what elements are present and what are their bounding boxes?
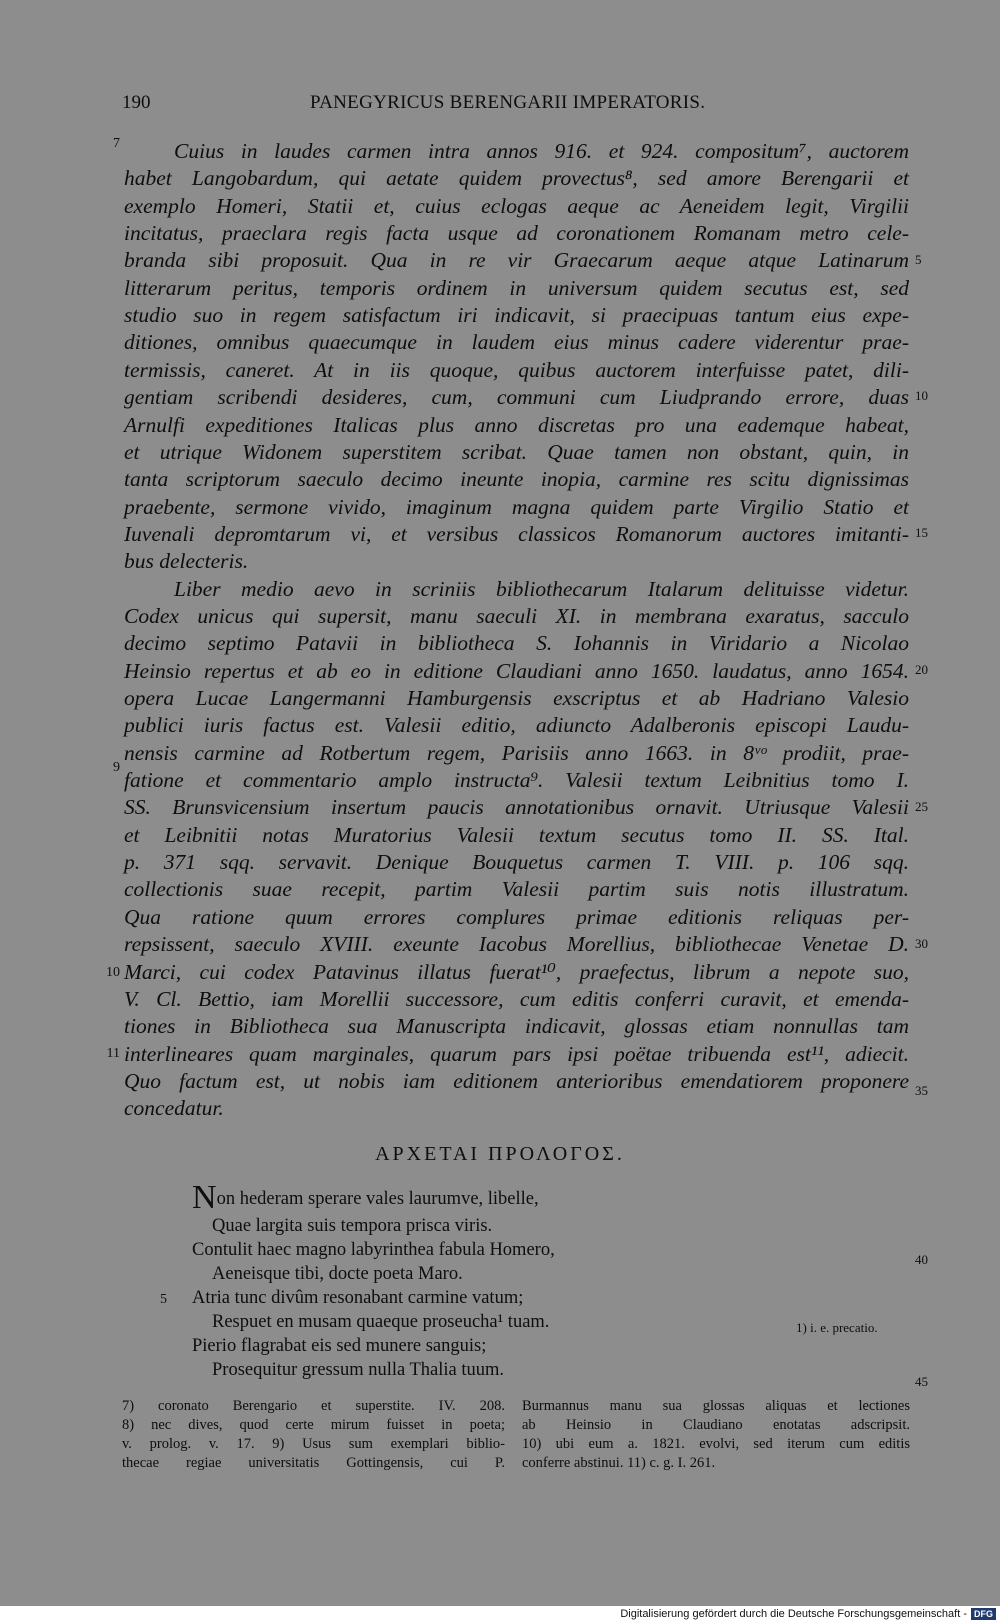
footnote-line: 8) nec dives, quod certe mirum fuisset in poeta; [122,1417,505,1433]
body-line: gentiam scribendi desideres, cum, communi cum Liudprando errore, duas [124,385,909,410]
body-line: tiones in Bibliotheca sua Manuscripta indicavit, glossas etiam nonnullas tam [124,1014,909,1039]
body-line: Cuius in laudes carmen intra annos 916. et 924. compositum⁷, auctorem [174,139,909,163]
margin-ref: 7 [113,136,120,151]
body-line: branda sibi proposuit. Qua in re vir Graecarum aeque atque Latinarum [124,248,909,273]
footnote-line: ab Heinsio in Claudiano enotatas adscripsit. [522,1417,910,1433]
verse-line: Prosequitur gressum nulla Thalia tuum. [212,1360,505,1380]
body-line: nensis carmine ad Rotbertum regem, Parisiis anno 1663. in 8ᵛᵒ prodiit, prae- [124,740,909,765]
line-number: 5 [915,252,922,267]
body-line: et Leibnitii notas Muratorius Valesii textum secutus tomo II. SS. Ital. [124,822,909,847]
dfg-logo: DFG [971,1608,996,1620]
body-line: bus delecteris. [124,549,249,574]
body-line: habet Langobardum, qui aetate quidem provectus⁸, sed amore Berengarii et [124,166,909,191]
page-number: 190 [122,92,151,113]
body-line: praebente, sermone vivido, imaginum magna quidem parte Virgilio Statio et [124,494,909,519]
poem-heading: ΑΡΧΕΤΑΙ ΠΡΟΛΟΓΟΣ. [375,1143,625,1165]
body-line: Arnulfi expeditiones Italicas plus anno discretas pro una eademque habeat, [124,412,909,437]
body-line: incitatus, praeclara regis facta usque ad coronationem Romanam metro cele- [124,221,909,246]
margin-ref: 11 [106,1046,120,1061]
verse-number: 5 [160,1292,167,1307]
funding-footer [620,1606,1000,1622]
body-line: Marci, cui codex Patavinus illatus fuerat¹⁰, praefectus, librum a nepote suo, [124,959,909,984]
body-line: Iuvenali depromtarum vi, et versibus classicos Romanorum auctores imitanti- [124,521,909,546]
line-number: 10 [915,388,928,403]
body-line: et utrique Widonem superstitem scribat. Quae tamen non obstant, quin, in [124,439,909,464]
footnote-line: 10) ubi eum a. 1821. evolvi, sed iterum cum editis [522,1436,910,1452]
running-title: PANEGYRICUS BERENGARII IMPERATORIS. [310,92,706,113]
body-line: fatione et commentario amplo instructa⁹. Valesii textum Leibnitius tomo I. [124,768,909,793]
footer-text: Digitalisierung gefördert durch die Deutsche Forschungsgemeinschaft - [620,1608,967,1620]
body-line: SS. Brunsvicensium insertum paucis annotationibus ornavit. Utriusque Valesii [124,795,909,820]
footnote-line: thecae regiae universitatis Gottingensis, cui P. [122,1455,505,1471]
body-line: collectionis suae recepit, partim Valesii partim suis notis illustratum. [124,877,909,902]
body-line: V. Cl. Bettio, iam Morellii successore, cum editis conferri curavit, et emenda- [124,986,909,1011]
body-line: opera Lucae Langermanni Hamburgensis exscriptus et ab Hadriano Valesio [124,686,909,710]
footnote-line: v. prolog. v. 17. 9) Usus sum exemplari biblio- [122,1436,505,1452]
body-line: ditiones, omnibus quaecumque in laudem eius minus cadere viderentur prae- [124,330,909,355]
verse-line: Pierio flagrabat eis sed munere sanguis; [192,1336,487,1356]
line-number: 40 [915,1252,928,1267]
body-line: Quo factum est, ut nobis iam editionem anterioribus emendatiorem proponere [124,1068,909,1093]
footnote-line: Burmannus manu sua glossas aliquas et lectiones [522,1398,910,1414]
footnote-line: conferre abstinui. 11) c. g. I. 261. [522,1455,716,1471]
body-line: Codex unicus qui supersit, manu saeculi XI. in membrana exaratus, sacculo [124,603,909,628]
footnote-line: 7) coronato Berengario et superstite. IV. 208. [122,1398,505,1414]
line-number: 15 [915,525,928,540]
margin-ref: 10 [106,965,120,980]
line-number: 20 [915,662,928,677]
line-number: 30 [915,936,928,951]
body-line: publici iuris factus est. Valesii editio, adiuncto Adalberonis episcopi Laudu- [124,713,909,738]
verse-line: Quae largita suis tempora prisca viris. [212,1216,493,1236]
body-line: exemplo Homeri, Statii et, cuius eclogas aeque ac Aeneidem legit, Virgilii [124,193,909,218]
body-line: Heinsio repertus et ab eo in editione Claudiani anno 1650. laudatus, anno 1654. [124,658,909,683]
margin-ref: 9 [113,760,120,775]
footnotes-left [122,1397,505,1473]
body-line: studio suo in regem satisfactum iri indicavit, si praecipuas tantum eius expe- [124,303,909,328]
verse-line: Atria tunc divûm resonabant carmine vatum; [192,1288,524,1308]
verse-line: Contulit haec magno labyrinthea fabula Homero, [192,1240,555,1260]
body-line: termissis, caneret. At in iis quoque, quibus auctorem interfuisse patet, dili- [124,357,909,382]
line-number: 25 [915,799,928,814]
line-number: 35 [915,1083,928,1098]
drop-cap: N [192,1179,217,1216]
marginal-gloss: 1) i. e. precatio. [796,1320,878,1335]
verse-line: Non hederam sperare vales laurumve, libelle, [192,1179,539,1216]
body-line: concedatur. [124,1096,224,1121]
body-line: tanta scriptorum saeculo decimo ineunte inopia, carmine res scitu dignissimas [124,467,909,492]
body-line: repsissent, saeculo XVIII. exeunte Iacobus Morellius, bibliothecae Venetae D. [124,932,909,957]
body-line: decimo septimo Patavii in bibliotheca S. Iohannis in Viridario a Nicolao [124,631,909,656]
verse-line: Aeneisque tibi, docte poeta Maro. [212,1264,463,1284]
verse-line: Respuet en musam quaeque proseucha¹ tuam. [212,1312,550,1332]
body-line: p. 371 sqq. servavit. Denique Bouquetus carmen T. VIII. p. 106 sqq. [124,850,909,875]
body-line: interlineares quam marginales, quarum pars ipsi poëtae tribuenda est¹¹, adiecit. [124,1041,909,1066]
footnotes-right [522,1397,910,1473]
line-number: 45 [915,1374,928,1389]
body-line: Liber medio aevo in scriniis bibliothecarum Italarum delituisse videtur. [174,576,909,601]
body-line: Qua ratione quum errores complures primae editionis reliquas per- [124,904,909,929]
body-line: litterarum peritus, temporis ordinem in universum quidem secutus est, sed [124,275,909,300]
